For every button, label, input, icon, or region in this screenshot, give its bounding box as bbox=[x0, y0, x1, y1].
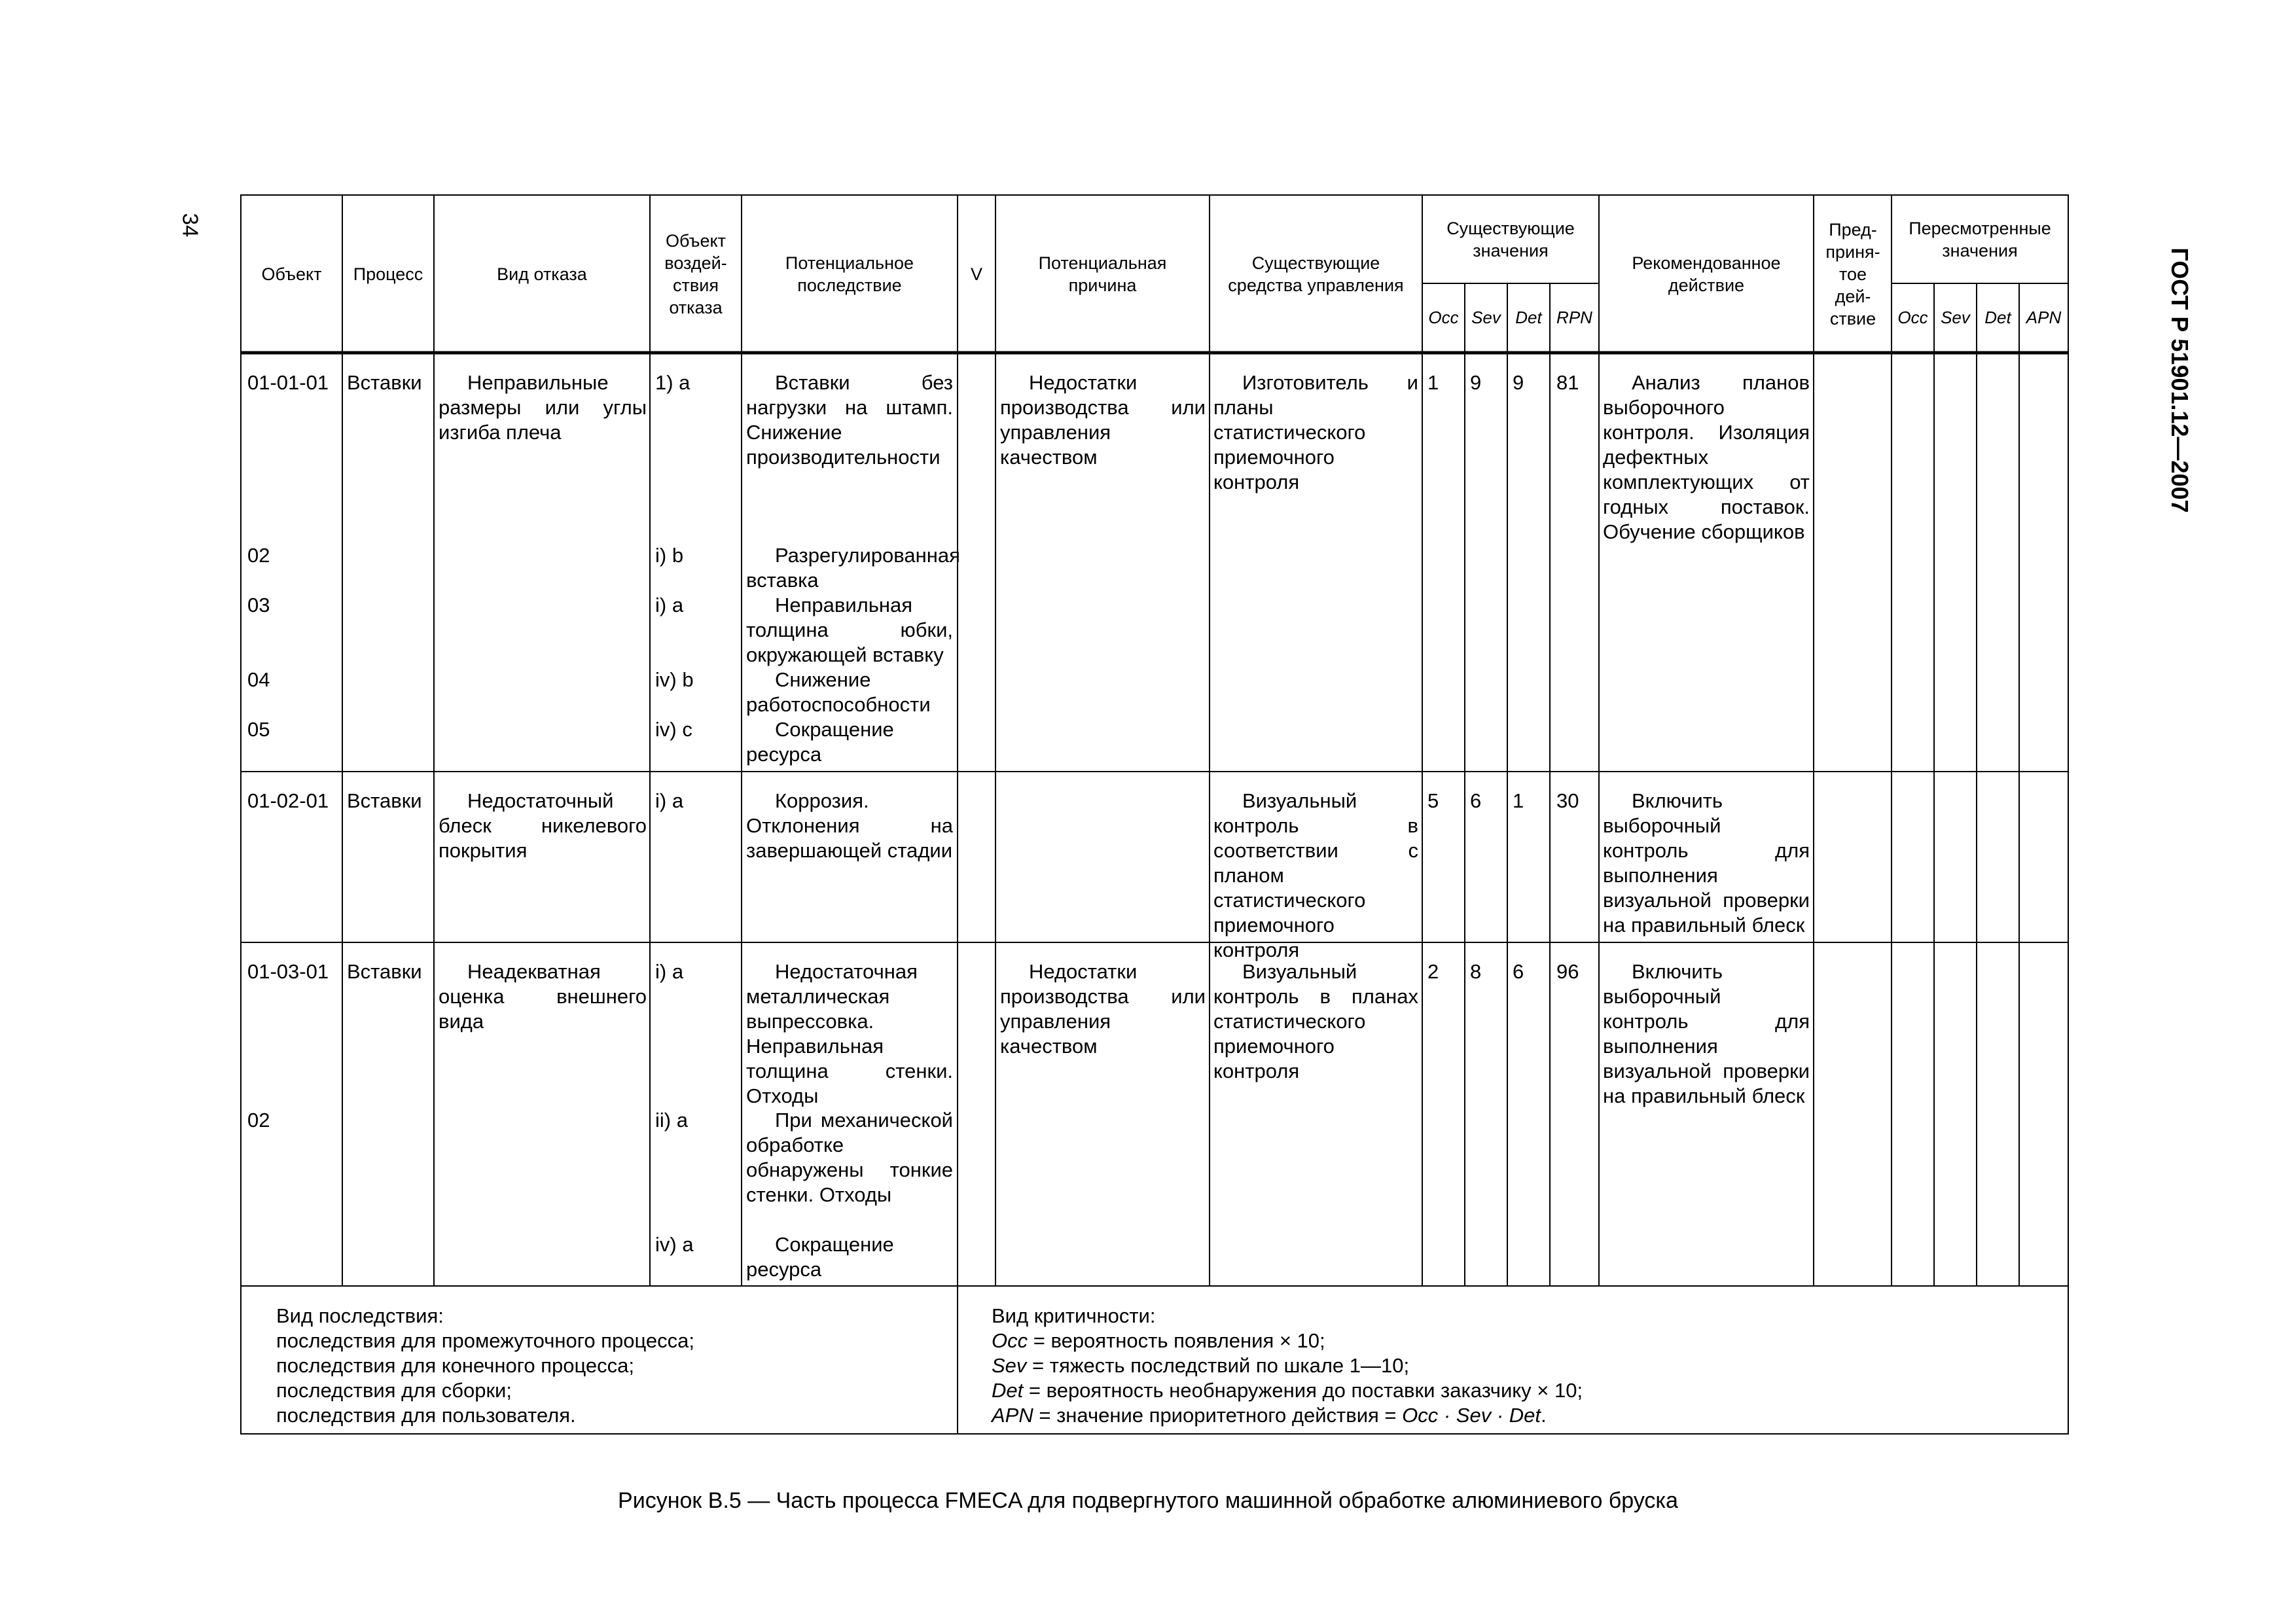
header-failure-mode: Вид отказа bbox=[497, 264, 587, 284]
header-existing-values: Существующие значения bbox=[1446, 218, 1575, 260]
row3-effect-2: При механической обработке обнаружены тонкие стенки. Отходы bbox=[746, 1109, 953, 1206]
row3-det: 6 bbox=[1513, 960, 1524, 983]
header-v: V bbox=[970, 264, 982, 284]
row3-impact-1: i) a bbox=[655, 960, 684, 983]
row1-controls: Изготовитель и планы статистического приемочного контроля bbox=[1213, 371, 1418, 493]
header-revised-values: Пересмотренные значения bbox=[1909, 218, 2051, 260]
header-potential-cause: Потенциальная причина bbox=[1038, 253, 1167, 295]
row2-object: 01-02-01 bbox=[247, 789, 329, 812]
row1-cause: Недостатки производства или управления качеством bbox=[1000, 371, 1206, 469]
row1-occ: 1 bbox=[1427, 371, 1439, 394]
legend-apn-line: APN = значение приоритетного действия = Occ · Sev · Det. bbox=[992, 1404, 1547, 1427]
page-number: 34 bbox=[178, 213, 203, 238]
row1-impact-2: i) b bbox=[655, 544, 684, 567]
row3-sev: 8 bbox=[1470, 960, 1482, 983]
row1-object-4: 04 bbox=[247, 668, 270, 691]
row2-process: Вставки bbox=[347, 789, 422, 812]
row1-impact-1: 1) a bbox=[655, 371, 691, 394]
row1-effect-2: Разрегулированная вставка bbox=[746, 544, 960, 592]
row1-effect-4: Снижение работоспособности bbox=[746, 668, 931, 716]
row2-action: Включить выборочный контроль для выполнения визуальной проверки на правильный блеск bbox=[1603, 789, 1810, 936]
header-sev-revised: Sev bbox=[1941, 308, 1970, 327]
row1-action: Анализ планов выборочного контроля. Изоляция дефектных комплектующих от годных поставок. Обучение сборщиков bbox=[1603, 371, 1810, 543]
row1-process: Вставки bbox=[347, 371, 422, 394]
row1-effect-5: Сокращение ресурса bbox=[746, 718, 894, 766]
row3-rpn: 96 bbox=[1556, 960, 1579, 983]
row3-object-1: 01-03-01 bbox=[247, 960, 329, 983]
header-object: Объект bbox=[261, 264, 322, 284]
row3-impact-2: ii) a bbox=[655, 1109, 688, 1132]
row1-impact-5: iv) c bbox=[655, 718, 692, 741]
header-rpn: RPN bbox=[1556, 308, 1592, 327]
legend-effect-title: Вид последствия: bbox=[276, 1304, 444, 1327]
row2-failure-mode: Недостаточный блеск никелевого покрытия bbox=[439, 789, 647, 862]
row2-effect: Коррозия. Отклонения на завершающей стадии bbox=[746, 789, 953, 862]
row3-controls: Визуальный контроль в планах статистического приемочного контроля bbox=[1213, 960, 1418, 1082]
legend-effect-line-4: последствия для пользователя. bbox=[276, 1404, 576, 1427]
row2-sev: 6 bbox=[1470, 789, 1482, 812]
row3-effect-3: Сокращение ресурса bbox=[746, 1233, 894, 1281]
row1-impact-4: iv) b bbox=[655, 668, 694, 691]
legend-effect-types bbox=[276, 1304, 694, 1428]
header-det: Det bbox=[1515, 308, 1542, 327]
header-sev: Sev bbox=[1471, 308, 1501, 327]
legend-criticality-title: Вид критичности: bbox=[992, 1304, 1156, 1327]
legend-occ-line: Occ = вероятность появления × 10; bbox=[992, 1329, 1325, 1352]
row1-sev: 9 bbox=[1470, 371, 1482, 394]
header-occ: Occ bbox=[1428, 308, 1459, 327]
header-process: Процесс bbox=[353, 264, 423, 284]
row3-impact-3: iv) a bbox=[655, 1233, 694, 1256]
row1-object-1: 01-01-01 bbox=[247, 371, 329, 394]
row1-failure-mode: Неправильные размеры или углы изгиба плеча bbox=[439, 371, 647, 444]
row3-failure-mode: Неадекватная оценка внешнего вида bbox=[439, 960, 647, 1033]
header-action-taken: Пред-приня-тое дей-ствие bbox=[1825, 219, 1880, 329]
row3-occ: 2 bbox=[1427, 960, 1439, 983]
legend-criticality bbox=[992, 1304, 1583, 1428]
legend-effect-line-3: последствия для сборки; bbox=[276, 1379, 512, 1402]
row3-effect-1: Недостаточная металлическая выпрессовка. Неправильная толщина стенки. Отходы bbox=[746, 960, 953, 1107]
row3-process: Вставки bbox=[347, 960, 422, 983]
row1-effect-1: Вставки без нагрузки на штамп. Снижение производительности bbox=[746, 371, 953, 469]
header-det-revised: Det bbox=[1984, 308, 2011, 327]
legend-effect-line-1: последствия для промежуточного процесса; bbox=[276, 1329, 694, 1352]
row3-action: Включить выборочный контроль для выполнения визуальной проверки на правильный блеск bbox=[1603, 960, 1810, 1107]
row2-controls: Визуальный контроль в соответствии с планом статистического приемочного контроля bbox=[1213, 789, 1418, 961]
row1-impact-3: i) a bbox=[655, 594, 684, 616]
row1-det: 9 bbox=[1513, 371, 1524, 394]
header-apn: APN bbox=[2026, 308, 2062, 327]
row2-occ: 5 bbox=[1427, 789, 1439, 812]
header-failure-object: Объект воздей-ствия отказа bbox=[664, 230, 727, 317]
figure-caption: Рисунок В.5 — Часть процесса FMECA для подвергнутого машинной обработке алюминиевого бруска bbox=[618, 1488, 1678, 1513]
header-potential-effect: Потенциальное последствие bbox=[785, 253, 914, 295]
row1-object-3: 03 bbox=[247, 594, 270, 616]
row3-cause: Недостатки производства или управления качеством bbox=[1000, 960, 1206, 1058]
row1-effect-3: Неправильная толщина юбки, окружающей вставку bbox=[746, 594, 953, 666]
row2-rpn: 30 bbox=[1556, 789, 1579, 812]
row1-rpn: 81 bbox=[1556, 371, 1579, 394]
row3-object-2: 02 bbox=[247, 1109, 270, 1132]
legend-det-line: Det = вероятность необнаружения до поставки заказчику × 10; bbox=[992, 1379, 1583, 1402]
header-occ-revised: Occ bbox=[1897, 308, 1928, 327]
document-code: ГОСТ Р 51901.12—2007 bbox=[2166, 247, 2193, 513]
row2-impact: i) a bbox=[655, 789, 684, 812]
header-recommended-action: Рекомендованное действие bbox=[1632, 253, 1781, 295]
legend-sev-line: Sev = тяжесть последствий по шкале 1—10; bbox=[992, 1354, 1410, 1377]
row2-det: 1 bbox=[1513, 789, 1524, 812]
row1-object-5: 05 bbox=[247, 718, 270, 741]
header-current-controls: Существующие средства управления bbox=[1228, 253, 1404, 295]
row1-object-2: 02 bbox=[247, 544, 270, 567]
legend-effect-line-2: последствия для конечного процесса; bbox=[276, 1354, 634, 1377]
